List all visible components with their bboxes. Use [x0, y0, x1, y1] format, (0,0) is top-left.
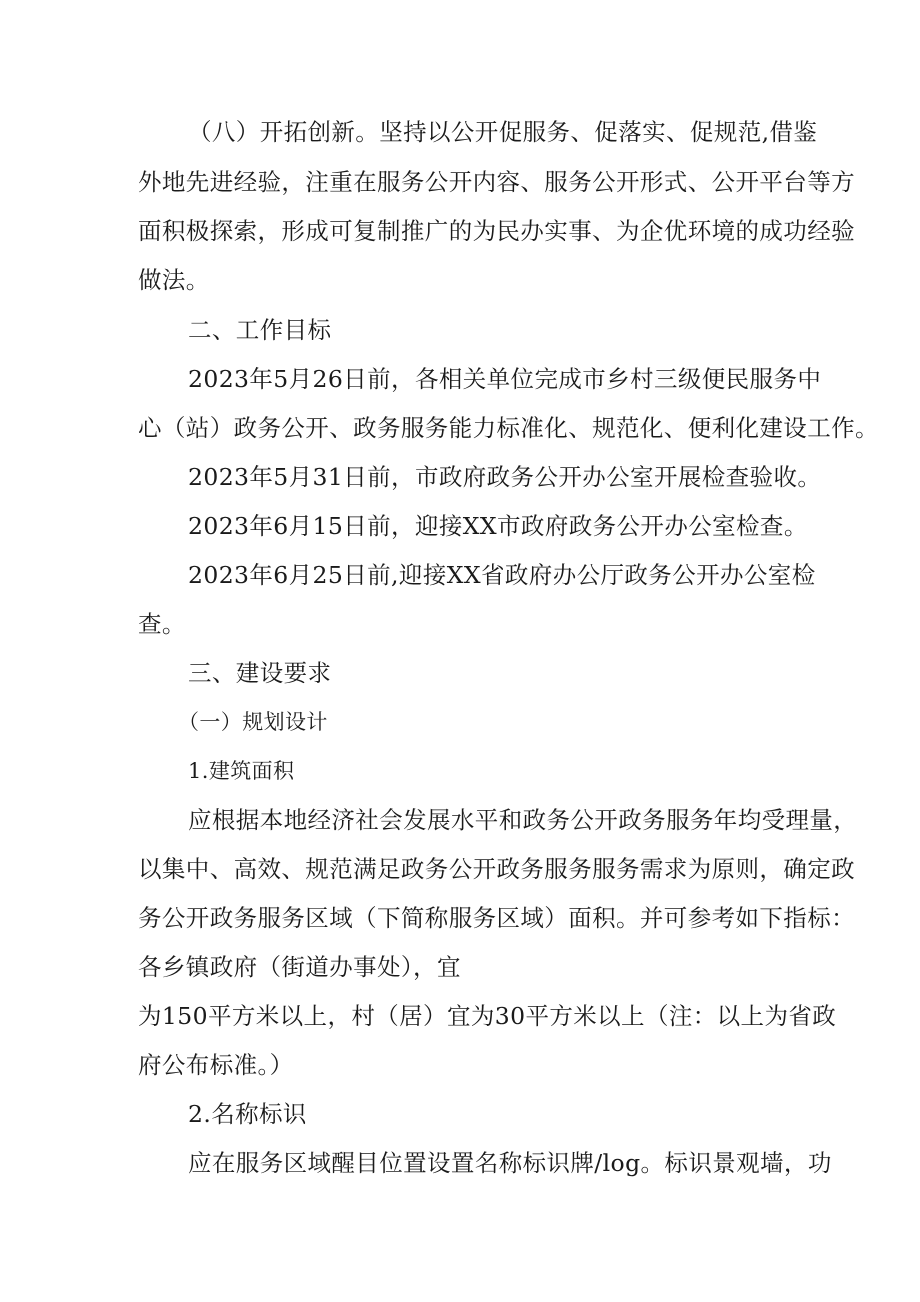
- paragraph-area-line-6: 府公布标准。）: [138, 1051, 294, 1079]
- heading-work-goals: 二、工作目标: [188, 316, 332, 344]
- heading-planning-design: （一）规划设计: [178, 710, 328, 734]
- goal-june-25-line-2: 查。: [138, 610, 186, 638]
- paragraph-area-line-1: 应根据本地经济社会发展水平和政务公开政务服务年均受理量，: [188, 806, 858, 834]
- paragraph-innovation-line-2: 外地先进经验，注重在服务公开内容、服务公开形式、公开平台等方: [138, 168, 855, 196]
- paragraph-innovation-line-4: 做法。: [138, 266, 210, 294]
- goal-may-26-line-1: 2023年5月26日前，各相关单位完成市乡村三级便民服务中: [188, 365, 822, 393]
- heading-name-signage: 2.名称标识: [188, 1100, 307, 1128]
- paragraph-innovation-line-1: （八）开拓创新。坚持以公开促服务、促落实、促规范,借鉴: [188, 118, 818, 146]
- paragraph-area-line-5: 为150平方米以上，村（居）宜为30平方米以上（注：以上为省政: [138, 1002, 837, 1030]
- goal-june-15: 2023年6月15日前，迎接XX市政府政务公开办公室检查。: [188, 512, 808, 540]
- goal-may-31: 2023年5月31日前，市政府政务公开办公室开展检查验收。: [188, 463, 822, 491]
- paragraph-innovation-line-3: 面积极探索，形成可复制推广的为民办实事、为企优环境的成功经验: [138, 217, 855, 245]
- goal-june-25-line-1: 2023年6月25日前,迎接XX省政府办公厅政务公开办公室检: [188, 561, 816, 589]
- paragraph-area-line-3: 务公开政务服务区域（下简称服务区域）面积。并可参考如下指标：: [138, 904, 855, 932]
- paragraph-signage-line-1: 应在服务区域醒目位置设置名称标识牌/log。标识景观墙，功: [188, 1149, 832, 1177]
- goal-may-26-line-2: 心（站）政务公开、政务服务能力标准化、规范化、便利化建设工作。: [138, 414, 879, 442]
- paragraph-area-line-2: 以集中、高效、规范满足政务公开政务服务服务需求为原则，确定政: [138, 855, 855, 883]
- heading-building-area: 1.建筑面积: [188, 759, 295, 783]
- heading-construction-requirements: 三、建设要求: [188, 659, 332, 687]
- paragraph-area-line-4: 各乡镇政府（街道办事处），宜: [138, 953, 461, 981]
